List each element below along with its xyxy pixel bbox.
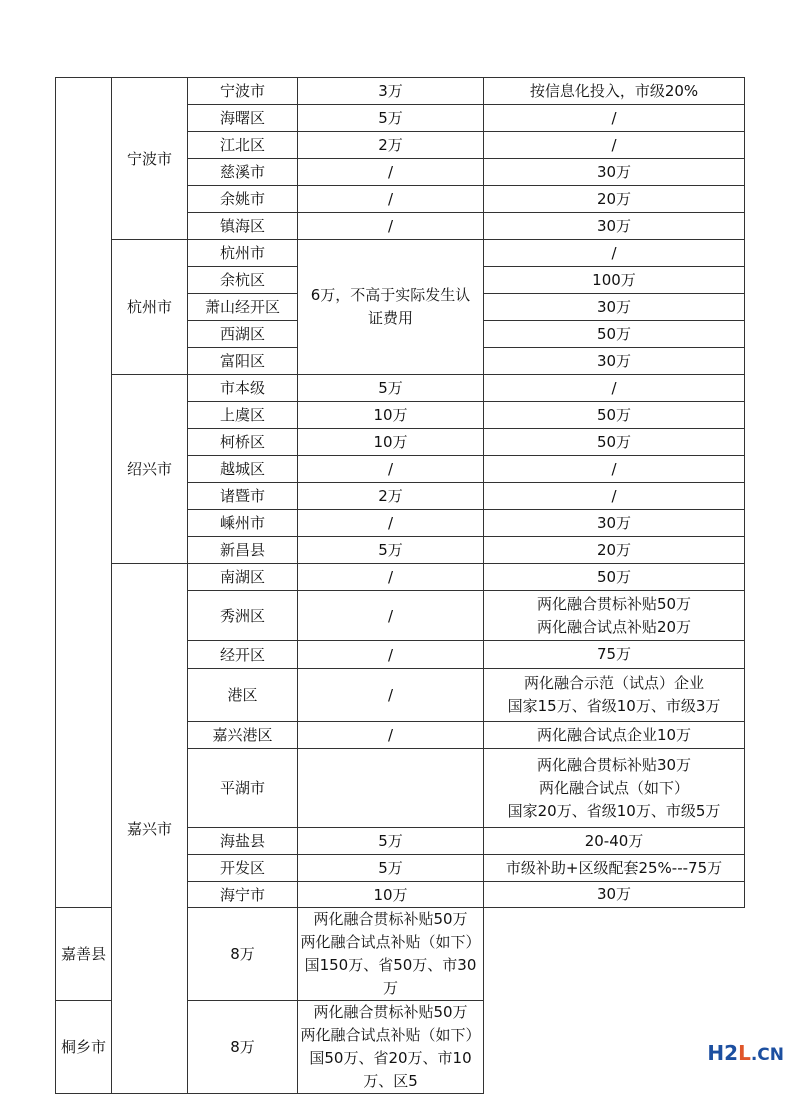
amount-cell: / [298, 213, 484, 240]
note-line: 国50万、省20万、市10万、区5 [309, 1049, 472, 1090]
note-cell: 30万 [484, 294, 745, 321]
amount-cell: / [298, 669, 484, 722]
note-cell [484, 882, 745, 908]
amount-cell: / [298, 591, 484, 641]
amount-cell: 8万 [188, 908, 298, 1001]
amount-cell: 5万 [298, 537, 484, 564]
note-line: 20-40万 [584, 831, 644, 850]
district-cell: 慈溪市 [188, 159, 298, 186]
note-cell: / [484, 456, 745, 483]
district-cell: 杭州市 [188, 240, 298, 267]
district-cell: 嘉善县 [56, 908, 112, 1001]
district-cell: 市本级 [188, 375, 298, 402]
note-cell [298, 908, 484, 1001]
note-cell [484, 641, 745, 669]
note-cell [298, 1001, 484, 1094]
district-cell: 西湖区 [188, 321, 298, 348]
amount-cell: 5万 [298, 828, 484, 855]
amount-cell: 8万 [188, 1001, 298, 1094]
district-cell: 宁波市 [188, 78, 298, 105]
amount-cell: / [298, 722, 484, 749]
note-cell: 20万 [484, 186, 745, 213]
district-cell: 江北区 [188, 132, 298, 159]
note-line: 两化融合试点补贴20万 [536, 617, 692, 636]
note-line: 国家20万、省级10万、市级5万 [507, 801, 721, 820]
amount-cell: / [298, 564, 484, 591]
note-line: 两化融合试点企业10万 [536, 725, 692, 744]
city-hangzhou: 杭州市 [112, 240, 188, 375]
note-cell [484, 749, 745, 828]
note-cell: 30万 [484, 510, 745, 537]
note-line: 75万 [596, 645, 632, 663]
district-cell: 经开区 [188, 641, 298, 669]
amount-cell: / [298, 510, 484, 537]
district-cell: 嵊州市 [188, 510, 298, 537]
note-cell: 30万 [484, 213, 745, 240]
note-line: 30万 [596, 885, 632, 903]
amount-cell: 10万 [298, 402, 484, 429]
note-cell: 30万 [484, 348, 745, 375]
note-cell: / [484, 105, 745, 132]
district-cell: 萧山经开区 [188, 294, 298, 321]
district-cell: 开发区 [188, 855, 298, 882]
watermark-part: L [738, 1041, 751, 1065]
district-cell: 上虞区 [188, 402, 298, 429]
district-cell: 越城区 [188, 456, 298, 483]
district-cell: 余杭区 [188, 267, 298, 294]
note-line: 两化融合试点补贴（如下） [300, 1026, 481, 1044]
amount-cell: 3万 [298, 78, 484, 105]
shared-amount-line: 证费用 [367, 309, 413, 327]
note-cell: / [484, 483, 745, 510]
amount-cell: 10万 [298, 429, 484, 456]
amount-cell: 5万 [298, 105, 484, 132]
amount-cell: / [298, 159, 484, 186]
note-cell [484, 591, 745, 641]
watermark-logo [707, 1041, 784, 1065]
amount-cell: / [298, 456, 484, 483]
note-cell [484, 564, 745, 591]
table-row [56, 240, 745, 267]
district-cell: 海曙区 [188, 105, 298, 132]
note-cell: 50万 [484, 402, 745, 429]
note-cell: / [484, 132, 745, 159]
district-cell: 余姚市 [188, 186, 298, 213]
outer-blank-column [56, 78, 112, 908]
watermark-part: H2 [707, 1041, 739, 1065]
amount-cell: / [298, 641, 484, 669]
note-cell: 50万 [484, 321, 745, 348]
shared-amount-cell [298, 240, 484, 375]
note-line: 两化融合贯标补贴50万 [313, 1003, 468, 1021]
note-cell: 20万 [484, 537, 745, 564]
amount-cell: 5万 [298, 375, 484, 402]
district-cell: 嘉兴港区 [188, 722, 298, 749]
watermark-part: .CN [750, 1045, 784, 1065]
amount-cell [298, 749, 484, 828]
amount-cell: / [298, 186, 484, 213]
subsidy-table [55, 77, 745, 1094]
note-line: 两化融合贯标补贴50万 [536, 594, 692, 613]
note-cell [484, 669, 745, 722]
table-row [56, 564, 745, 591]
district-cell: 海宁市 [188, 882, 298, 908]
note-line: 50万 [596, 567, 632, 586]
note-cell: 按信息化投入，市级20% [484, 78, 745, 105]
amount-cell: 5万 [298, 855, 484, 882]
city-ningbo: 宁波市 [112, 78, 188, 240]
district-cell: 镇海区 [188, 213, 298, 240]
district-cell: 秀洲区 [188, 591, 298, 641]
district-cell: 南湖区 [188, 564, 298, 591]
amount-cell: 2万 [298, 483, 484, 510]
note-line: 国家15万、省级10万、市级3万 [507, 697, 721, 715]
city-shaoxing: 绍兴市 [112, 375, 188, 564]
district-cell: 诸暨市 [188, 483, 298, 510]
note-cell [484, 828, 745, 855]
district-cell: 港区 [188, 669, 298, 722]
district-cell: 桐乡市 [56, 1001, 112, 1094]
note-cell: 100万 [484, 267, 745, 294]
amount-cell: 2万 [298, 132, 484, 159]
district-cell: 富阳区 [188, 348, 298, 375]
note-line: 两化融合试点（如下） [538, 778, 689, 797]
table-row [56, 78, 745, 105]
district-cell: 柯桥区 [188, 429, 298, 456]
note-line: 两化融合贯标补贴50万 [313, 910, 468, 928]
amount-cell: 10万 [298, 882, 484, 908]
note-cell [484, 722, 745, 749]
district-cell: 新昌县 [188, 537, 298, 564]
note-cell: / [484, 375, 745, 402]
city-jiaxing: 嘉兴市 [112, 564, 188, 1094]
note-cell: 50万 [484, 429, 745, 456]
note-cell: 30万 [484, 159, 745, 186]
note-cell: / [484, 240, 745, 267]
table-row [56, 375, 745, 402]
note-line: 两化融合贯标补贴30万 [536, 755, 692, 774]
shared-amount-line: 6万，不高于实际发生认 [310, 286, 471, 304]
note-line: 国150万、省50万、市30万 [304, 956, 477, 997]
district-cell: 平湖市 [188, 749, 298, 828]
district-cell: 海盐县 [188, 828, 298, 855]
note-line: 市级补助+区级配套25%---75万 [505, 858, 723, 877]
note-cell [484, 855, 745, 882]
note-line: 两化融合示范（试点）企业 [523, 674, 704, 692]
note-line: 两化融合试点补贴（如下） [300, 933, 481, 951]
